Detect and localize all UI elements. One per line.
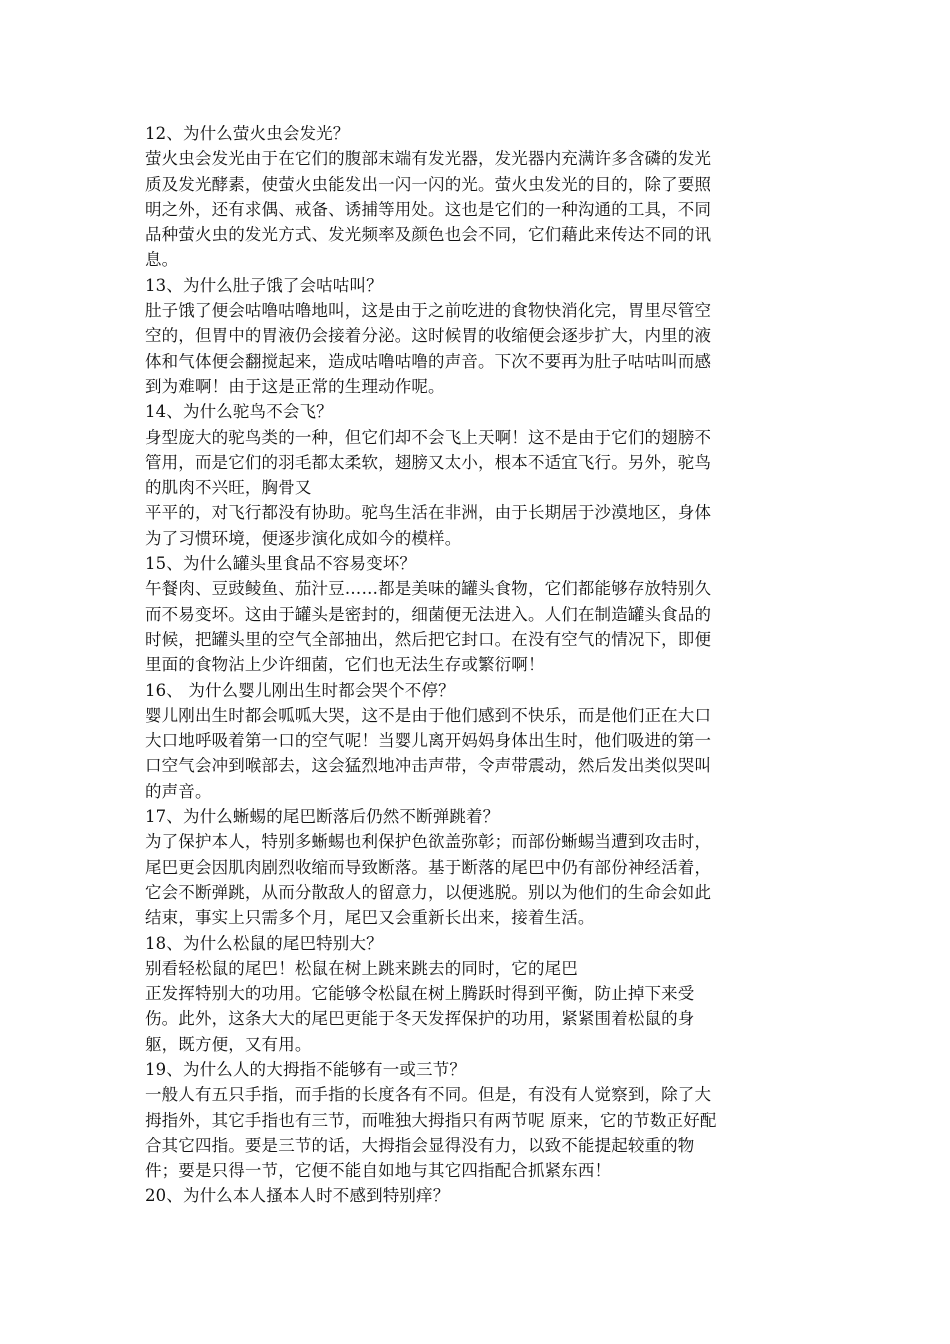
section-19-line: 件；要是只得一节，它便不能自如地与其它四指配合抓紧东西！ bbox=[145, 1161, 612, 1181]
section-15-line: 午餐肉、豆豉鲮鱼、茄汁豆……都是美味的罐头食物，它们都能够存放特别久 bbox=[145, 579, 712, 599]
section-18-line: 别看轻松鼠的尾巴！松鼠在树上跳来跳去的同时，它的尾巴 bbox=[145, 958, 578, 978]
section-title-17: 17、为什么蜥蜴的尾巴断落后仍然不断弹跳着？ bbox=[145, 807, 500, 827]
section-13-line: 肚子饿了便会咕噜咕噜地叫，这是由于之前吃进的食物快消化完，胃里尽管空 bbox=[145, 301, 712, 321]
section-15-line: 而不易变坏。这由于罐头是密封的，细菌便无法进入。人们在制造罐头食品的 bbox=[145, 604, 712, 624]
section-title-20: 20、为什么本人搔本人时不感到特别痒？ bbox=[145, 1186, 450, 1206]
section-14-line: 管用，而是它们的羽毛都太柔软，翅膀又太小，根本不适宜飞行。另外，驼鸟 bbox=[145, 452, 712, 472]
section-14-line: 为了习惯环境，便逐步演化成如今的模样。 bbox=[145, 528, 462, 548]
section-title-12: 12、为什么萤火虫会发光？ bbox=[145, 124, 350, 143]
section-14-line: 身型庞大的驼鸟类的一种，但它们却不会飞上天啊！这不是由于它们的翅膀不 bbox=[145, 427, 712, 447]
section-12-line: 品种萤火虫的发光方式、发光频率及颜色也会不同，它们藉此来传达不同的讯 bbox=[145, 225, 712, 245]
section-16-line: 大口地呼吸着第一口的空气呢！当婴儿离开妈妈身体出生时，他们吸进的第一 bbox=[145, 731, 712, 751]
section-17-line: 为了保护本人，特别多蜥蜴也利保护色欲盖弥彰；而部份蜥蜴当遭到攻击时， bbox=[145, 832, 712, 852]
section-14-line: 平平的，对飞行都没有协助。驼鸟生活在非洲，由于长期居于沙漠地区，身体 bbox=[145, 503, 712, 523]
section-12-line: 息。 bbox=[145, 250, 179, 270]
section-title-13: 13、为什么肚子饿了会咕咕叫？ bbox=[145, 275, 383, 295]
section-title-16: 16、 为什么婴儿刚出生时都会哭个不停？ bbox=[145, 680, 455, 700]
section-13-line: 空的，但胃中的胃液仍会接着分泌。这时候胃的收缩便会逐步扩大，内里的液 bbox=[145, 326, 712, 346]
section-16-line: 的声音。 bbox=[145, 781, 212, 801]
section-title-15: 15、为什么罐头里食品不容易变坏？ bbox=[145, 554, 417, 574]
document-page bbox=[145, 121, 807, 1209]
section-15-line: 时候，把罐头里的空气全部抽出，然后把它封口。在没有空气的情况下，即便 bbox=[145, 629, 712, 649]
section-13-line: 体和气体便会翻搅起来，造成咕噜咕噜的声音。下次不要再为肚子咕咕叫而感 bbox=[145, 351, 712, 371]
section-17-line: 结束，事实上只需多个月，尾巴又会重新长出来，接着生活。 bbox=[145, 908, 595, 928]
section-12-line: 萤火虫会发光由于在它们的腹部末端有发光器，发光器内充满许多含磷的发光 bbox=[145, 149, 712, 169]
section-13-line: 到为难啊！由于这是正常的生理动作呢。 bbox=[145, 376, 445, 396]
section-14-line: 的肌肉不兴旺，胸骨又 bbox=[145, 478, 312, 498]
section-17-line: 尾巴更会因肌肉剧烈收缩而导致断落。基于断落的尾巴中仍有部份神经活着， bbox=[145, 857, 712, 877]
section-17-line: 它会不断弹跳，从而分散敌人的留意力，以便逃脱。别以为他们的生命会如此 bbox=[145, 882, 712, 902]
section-16-line: 婴儿刚出生时都会呱呱大哭，这不是由于他们感到不快乐，而是他们正在大口 bbox=[145, 705, 712, 725]
section-18-line: 伤。此外，这条大大的尾巴更能于冬天发挥保护的功用，紧紧围着松鼠的身 bbox=[145, 1009, 695, 1029]
section-12-line: 质及发光酵素，使萤火虫能发出一闪一闪的光。萤火虫发光的目的，除了要照 bbox=[145, 174, 712, 194]
section-18-line: 正发挥特别大的功用。它能够令松鼠在树上腾跃时得到平衡，防止掉下来受 bbox=[145, 984, 695, 1004]
section-15-line: 里面的食物沾上少许细菌，它们也无法生存或繁衍啊！ bbox=[145, 655, 545, 675]
section-title-14: 14、为什么驼鸟不会飞？ bbox=[145, 402, 333, 422]
section-19-line: 一般人有五只手指，而手指的长度各有不同。但是，有没有人觉察到，除了大 bbox=[145, 1085, 712, 1105]
section-16-line: 口空气会冲到喉部去，这会猛烈地冲击声带，令声带震动，然后发出类似哭叫 bbox=[145, 756, 712, 776]
section-18-line: 躯，既方便，又有用。 bbox=[145, 1034, 312, 1054]
section-title-18: 18、为什么松鼠的尾巴特别大？ bbox=[145, 933, 383, 953]
section-19-line: 拇指外，其它手指也有三节，而唯独大拇指只有两节呢 原来，它的节数正好配 bbox=[145, 1110, 717, 1130]
section-title-19: 19、为什么人的大拇指不能够有一或三节？ bbox=[145, 1059, 466, 1079]
section-12-line: 明之外，还有求偶、戒备、诱捕等用处。这也是它们的一种沟通的工具，不同 bbox=[145, 199, 712, 219]
section-19-line: 合其它四指。要是三节的话，大拇指会显得没有力，以致不能提起较重的物 bbox=[145, 1135, 695, 1155]
